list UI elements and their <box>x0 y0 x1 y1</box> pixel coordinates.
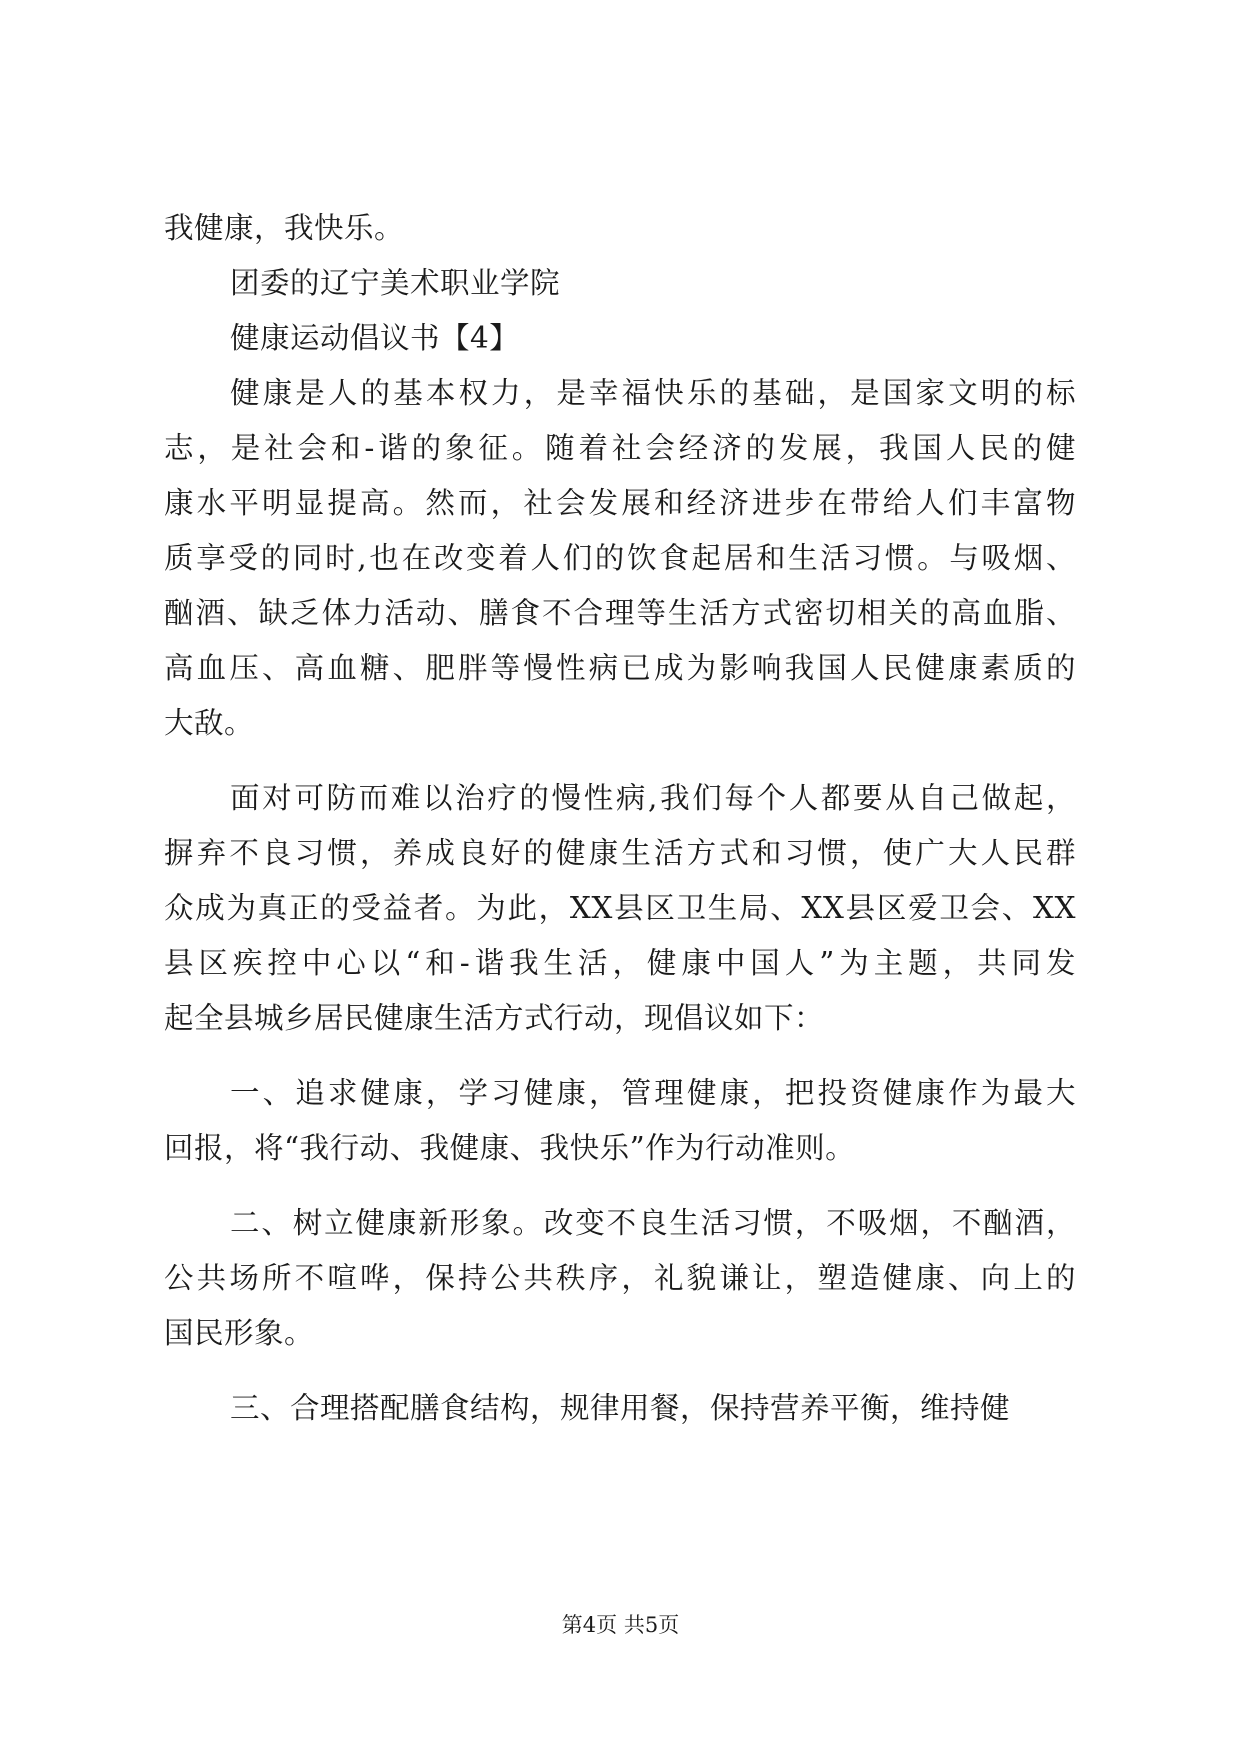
paragraph-gap <box>164 1176 1076 1196</box>
text-line: 健康运动倡议书【4】 <box>230 321 520 355</box>
paragraph-gap <box>164 751 1076 771</box>
text-line: 面对可防而难以治疗的慢性病,我们每个人都要从自己做起， <box>230 781 1076 815</box>
page-footer <box>0 1610 1241 1640</box>
text-line: 大敌。 <box>164 706 255 740</box>
text-line: 公共场所不喧哗，保持公共秩序，礼貌谦让，塑造健康、向上的 <box>164 1261 1076 1295</box>
paragraph <box>164 1381 1076 1436</box>
text-line: 国民形象。 <box>164 1316 315 1350</box>
paragraph-gap <box>164 1361 1076 1381</box>
paragraph <box>164 256 1076 311</box>
paragraph <box>164 771 1076 1046</box>
text-line: 三、合理搭配膳食结构，规律用餐，保持营养平衡，维持健 <box>230 1391 1011 1425</box>
text-line: 康水平明显提高。然而，社会发展和经济进步在带给人们丰富物 <box>164 486 1076 520</box>
text-line: 酗酒、缺乏体力活动、膳食不合理等生活方式密切相关的高血脂、 <box>164 596 1076 630</box>
text-line: 二、树立健康新形象。改变不良生活习惯，不吸烟，不酗酒， <box>230 1206 1076 1240</box>
text-line: 县区疾控中心以“和-谐我生活，健康中国人”为主题，共同发 <box>164 946 1076 980</box>
text-line: 一、追求健康，学习健康，管理健康，把投资健康作为最大 <box>230 1076 1076 1110</box>
paragraph <box>164 311 1076 366</box>
paragraph-gap <box>164 1046 1076 1066</box>
paragraph <box>164 1066 1076 1176</box>
text-line: 志，是社会和-谐的象征。随着社会经济的发展，我国人民的健 <box>164 431 1076 465</box>
paragraph <box>164 1196 1076 1361</box>
text-line: 质享受的同时,也在改变着人们的饮食起居和生活习惯。与吸烟、 <box>164 541 1076 575</box>
text-line: 我健康，我快乐。 <box>164 211 405 245</box>
text-line: 团委的辽宁美术职业学院 <box>230 266 561 300</box>
paragraph <box>164 366 1076 751</box>
text-line: 众成为真正的受益者。为此，XX县区卫生局、XX县区爱卫会、XX <box>164 891 1076 925</box>
document-body <box>164 201 1076 1436</box>
text-line: 摒弃不良习惯，养成良好的健康生活方式和习惯，使广大人民群 <box>164 836 1076 870</box>
text-line: 高血压、高血糖、肥胖等慢性病已成为影响我国人民健康素质的 <box>164 651 1076 685</box>
paragraph <box>164 201 1076 256</box>
page-number: 第4页 共5页 <box>561 1613 680 1637</box>
text-line: 起全县城乡居民健康生活方式行动，现倡议如下： <box>164 1001 825 1035</box>
text-line: 健康是人的基本权力，是幸福快乐的基础，是国家文明的标 <box>230 376 1076 410</box>
text-line: 回报，将“我行动、我健康、我快乐”作为行动准则。 <box>164 1131 856 1165</box>
